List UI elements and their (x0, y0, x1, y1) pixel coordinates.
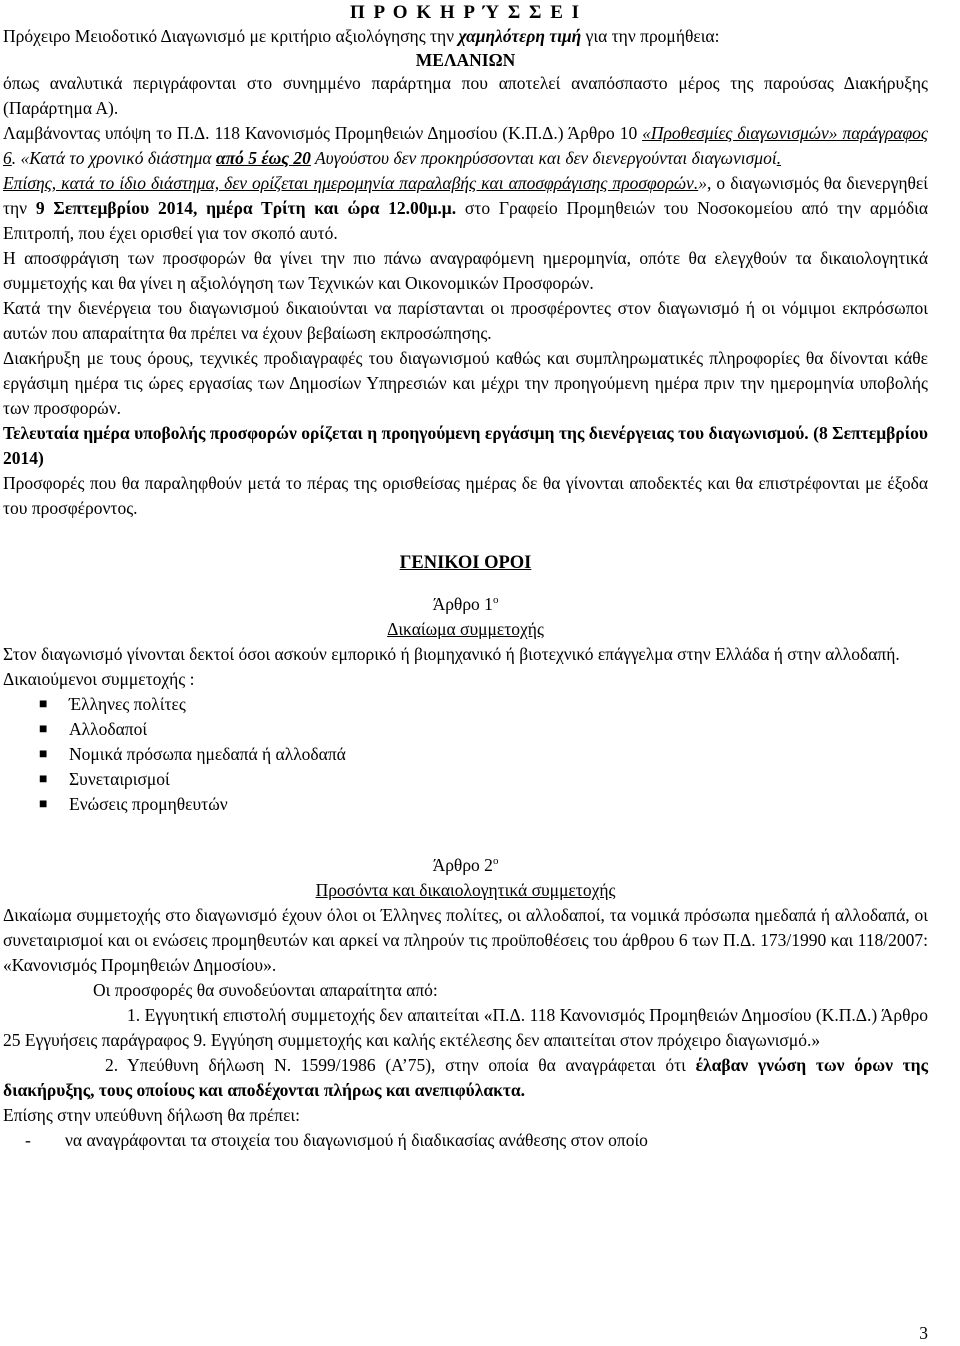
text: Λαμβάνοντας υπόψη το Π.Δ. 118 Κανονισμός Προμηθειών Δημοσίου (Κ.Π.Δ.) Άρθρο 10 (3, 123, 643, 143)
opening-paragraph: Η αποσφράγιση των προσφορών θα γίνει την πιο πάνω αναγραφόμενη ημερομηνία, οπότε θα ελεγχθούν τα δικαιολογητικά συμμετοχής και θα γίνει η αξιολόγηση των Τεχνικών και Οικονομικών Προσφορών. (3, 248, 928, 293)
italic-underline-text: «Προθεσμίες διαγωνισμών» παράγραφος 6 (3, 123, 928, 168)
bullet-icon: ■ (39, 772, 48, 787)
article-1-heading (3, 592, 928, 617)
dash-marker: - (25, 1130, 31, 1150)
bullet-icon: ■ (39, 797, 48, 812)
list-item-label: Νομικά πρόσωπα ημεδαπά ή αλλοδαπά (69, 744, 346, 764)
eligible-list (3, 692, 928, 817)
list-item (3, 742, 928, 767)
text: Πρόχειρο Μειοδοτικό Διαγωνισμό με κριτήριο αξιολόγησης την (3, 26, 459, 46)
text: στο Γραφείο Προμηθειών του Νοσοκομείου από την αρμόδια Επιτροπή, που έχει ορισθεί για τον σκοπό αυτό. (3, 198, 928, 243)
procurement-item: ΜΕΛΑΝΙΩΝ (415, 50, 516, 70)
list-item-label: Αλλοδαποί (69, 719, 148, 739)
emphasis-text: χαμηλότερη τιμή (458, 26, 582, 46)
superscript: ο (492, 594, 499, 607)
document-title: Π Ρ Ο Κ Η Ρ Ύ Σ Σ Ε Ι (349, 2, 582, 23)
page-number: 3 (919, 1323, 928, 1343)
numbered-item-2 (3, 1053, 928, 1103)
superscript: ο (492, 855, 499, 868)
declaration-label: Επίσης στην υπεύθυνη δήλωση θα πρέπει: (3, 1105, 300, 1125)
eligible-label: Δικαιούμενοι συμμετοχής : (3, 669, 195, 689)
text: 1. Εγγυητική επιστολή συμμετοχής δεν απαιτείται «Π.Δ. 118 Κανονισμός Προμηθειών Δημοσίου (Κ.Π.Δ.) Άρθρο 25 Εγγυήσεις παράγραφος 9. Εγγύηση συμμετοχής και καλής εκτέλεσης δεν απαιτείται στον πρόχειρο διαγωνισμό.» (3, 1005, 928, 1050)
article-2-title: Προσόντα και δικαιολογητικά συμμετοχής (315, 880, 616, 900)
annex-paragraph: όπως αναλυτικά περιγράφονται στο συνημμένο παράρτημα που αποτελεί αναπόσπαστο μέρος της παρούσας Διακήρυξης (Παράρτημα Α). (3, 73, 928, 118)
text: 2. Υπεύθυνη δήλωση Ν. 1599/1986 (Α’75), στην οποία θα αναγράφεται ότι (105, 1055, 696, 1075)
text: Άρθρο 2 (432, 855, 493, 875)
italic-text: Αυγούστου δεν προκηρύσσονται και δεν διενεργούνται διαγωνισμοί (310, 148, 777, 168)
list-item (3, 767, 928, 792)
info-paragraph: Διακήρυξη με τους όρους, τεχνικές προδιαγραφές του διαγωνισμού καθώς και συμπληρωματικές πληροφορίες θα δίνονται κάθε εργάσιμη ημέρα τις ώρες εργασίας των Δημοσίων Υπηρεσιών και μέχρι την προηγούμενη ημέρα πριν την ημερομηνία υποβολής των προσφορών. (3, 348, 928, 418)
dash-item-label: να αναγράφονται τα στοιχεία του διαγωνισμού ή διαδικασίας ανάθεσης στον οποίο (65, 1130, 648, 1150)
text: για την προμήθεια: (581, 26, 720, 46)
article-2-paragraph: Δικαίωμα συμμετοχής στο διαγωνισμό έχουν όλοι οι Έλληνες πολίτες, οι αλλοδαποί, τα νομικά πρόσωπα ημεδαπά ή αλλοδαπά, οι συνεταιρισμοί και οι ενώσεις προμηθευτών και αρκεί να πληρούν τις προϋποθέσεις του άρθρου 6 των Π.Δ. 173/1990 και 118/2007: «Κανονισμός Προμηθειών Δημοσίου». (3, 905, 928, 975)
italic-text: » (698, 173, 707, 193)
bold-date-text: 9 Σεπτεμβρίου 2014, ημέρα Τρίτη και ώρα 12.00μ.μ. (35, 198, 457, 218)
article-1-title: Δικαίωμα συμμετοχής (387, 619, 544, 639)
bold-text: Τελευταία ημέρα υποβολής προσφορών ορίζεται η προηγούμενη εργάσιμη της διενέργειας του διαγωνισμού (3, 423, 805, 443)
article-2-heading (3, 853, 928, 878)
bold-text: . (8 Σεπτεμβρίου 2014) (3, 423, 928, 468)
list-item (3, 692, 928, 717)
date-paragraph (3, 171, 928, 246)
list-item (3, 792, 928, 817)
list-item (3, 717, 928, 742)
documents-label: Οι προσφορές θα συνοδεύονται απαραίτητα από: (93, 980, 438, 1000)
general-terms-heading: ΓΕΝΙΚΟΙ ΟΡΟΙ (399, 553, 532, 573)
italic-text: . (776, 148, 782, 168)
late-offers-paragraph: Προσφορές που θα παραληφθούν μετά το πέρας της ορισθείσας ημέρας δε θα γίνονται αποδεκτές και θα επιστρέφονται με έξοδα του προσφέροντος. (3, 473, 928, 518)
list-item-label: Έλληνες πολίτες (69, 694, 186, 714)
bullet-icon: ■ (39, 747, 48, 762)
italic-text: . «Κατά το χρονικό διάστημα (11, 148, 216, 168)
bold-text: έλαβαν γνώση των όρων της διακήρυξης, τους οποίους και αποδέχονται πλήρως και ανεπιφύλακτα. (3, 1055, 928, 1100)
list-item-label: Συνεταιρισμοί (69, 769, 170, 789)
list-item-label: Ενώσεις προμηθευτών (69, 794, 228, 814)
intro-paragraph (3, 24, 928, 49)
text: , ο διαγωνισμός θα διενεργηθεί την (3, 173, 928, 218)
bold-italic-text: από 5 έως 20 (215, 148, 311, 168)
italic-underline-text: Επίσης, κατά το ίδιο διάστημα, δεν ορίζεται ημερομηνία παραλαβής και αποσφράγισης προσφορών. (3, 173, 699, 193)
numbered-item-1 (3, 1003, 928, 1053)
bullet-icon: ■ (39, 697, 48, 712)
article-1-paragraph: Στον διαγωνισμό γίνονται δεκτοί όσοι ασκούν εμπορικό ή βιομηχανικό ή βιοτεχνικό επάγγελμα στην Ελλάδα ή στην αλλοδαπή. (3, 644, 900, 664)
dash-item (3, 1128, 928, 1153)
bullet-icon: ■ (39, 722, 48, 737)
deadline-paragraph (3, 421, 928, 471)
text: Άρθρο 1 (432, 594, 493, 614)
attendance-paragraph: Κατά την διενέργεια του διαγωνισμού δικαιούνται να παρίστανται οι προσφέροντες στον διαγωνισμό ή οι νόμιμοι εκπρόσωποι αυτών που απαραίτητα θα πρέπει να έχουν βεβαίωση εκπροσώπησης. (3, 298, 928, 343)
regulation-paragraph (3, 121, 928, 171)
